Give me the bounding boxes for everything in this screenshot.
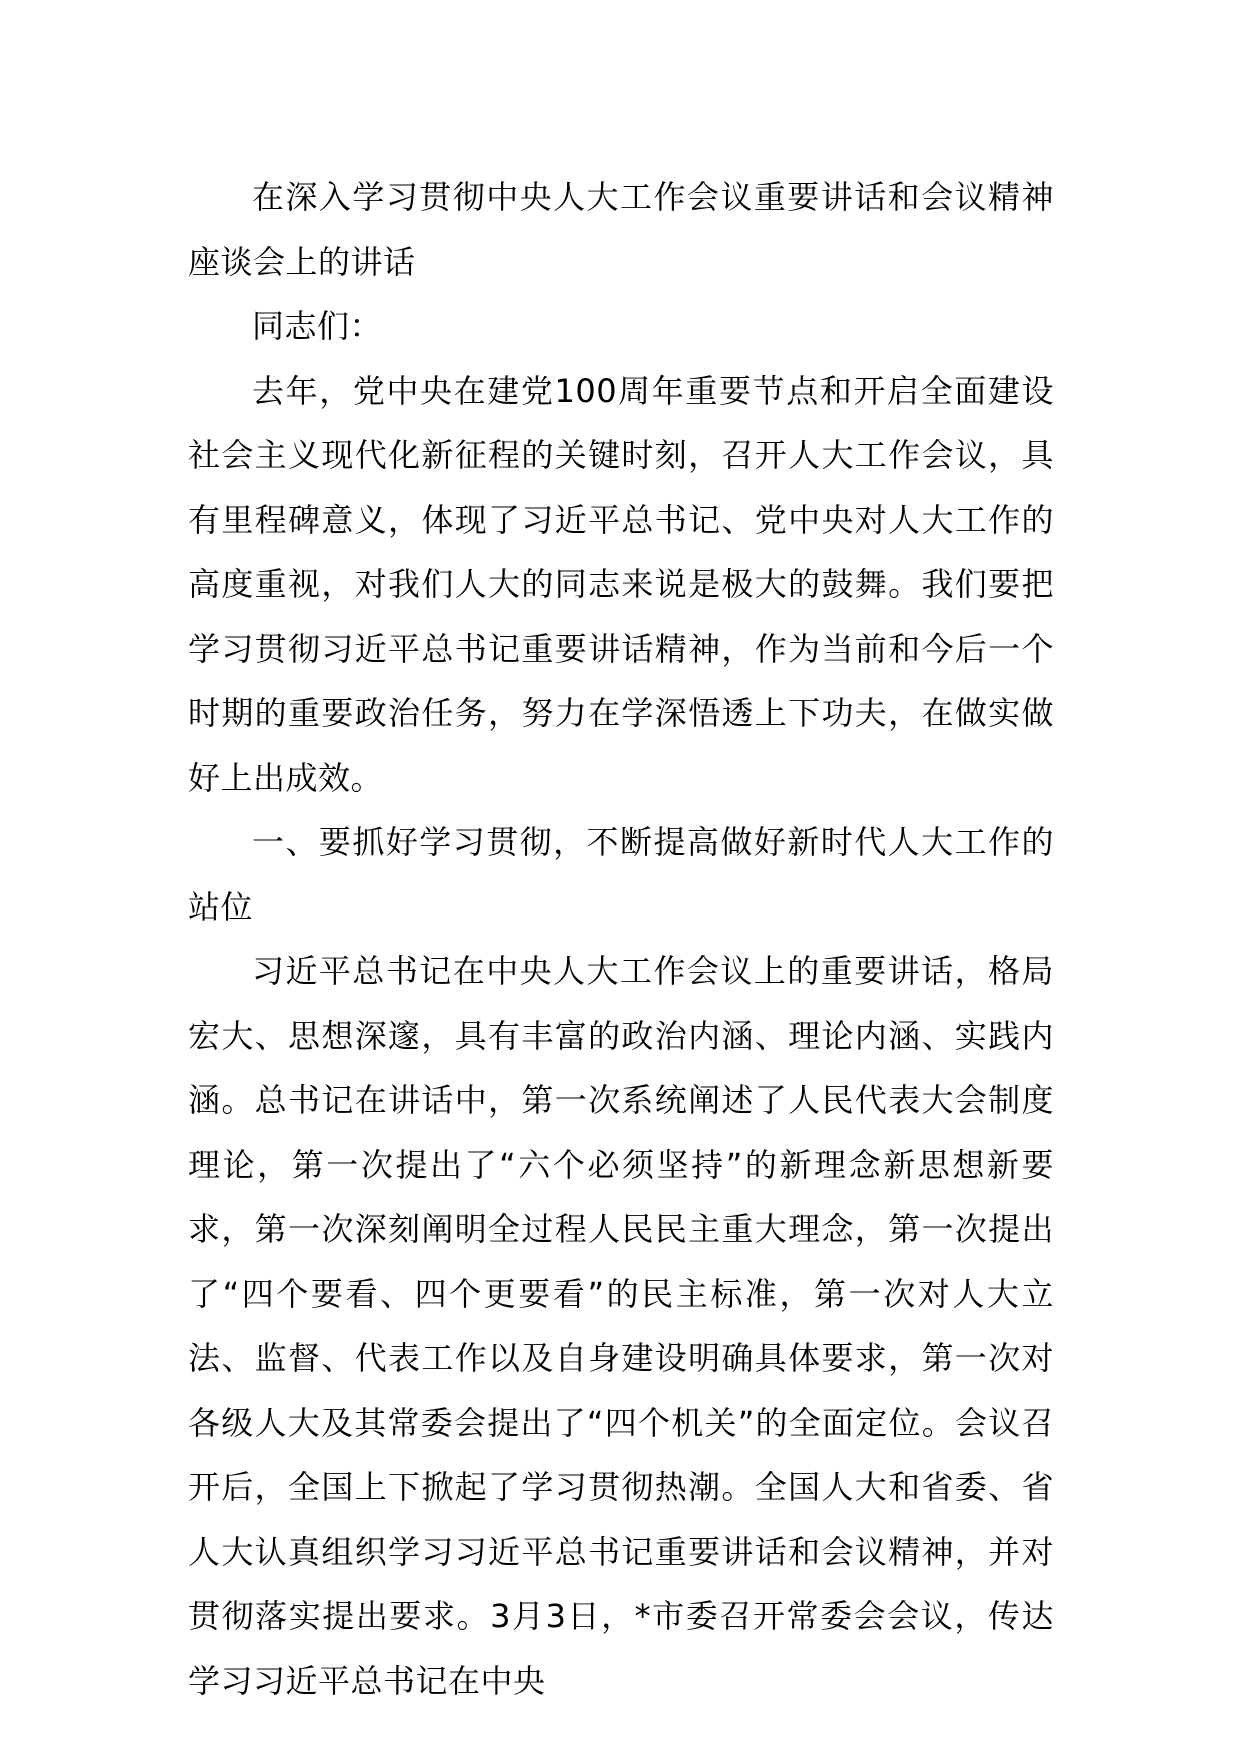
salutation: 同志们： [252,307,383,345]
section-heading-1: 一、要抓好学习贯彻，不断提高做好新时代人大工作的站位 [188,823,1054,926]
paragraph-section-1: 习近平总书记在中央人大工作会议上的重要讲话，格局宏大、思想深邃，具有丰富的政治内涵、理论内涵、实践内涵。总书记在讲话中，第一次系统阐述了人民代表大会制度理论，第一次提出了“六个必须坚持”的新理念新思想新要求，第一次深刻阐明全过程人民民主重大理念，第一次提出了“四个要看、四个更要看”的民主标准，第一次对人大立法、监督、代表工作以及自身建设明确具体要求，第一次对各级人大及其常委会提出了“四个机关”的全面定位。会议召开后，全国上下掀起了学习贯彻热潮。全国人大和省委、省人大认真组织学习习近平总书记重要讲话和会议精神，并对贯彻落实提出要求。3月3日，*市委召开常委会会议，传达学习习近平总书记在中央 [188,952,1054,1700]
document-body [188,165,1054,1713]
document-title: 在深入学习贯彻中央人大工作会议重要讲话和会议精神座谈会上的讲话 [188,178,1054,281]
paragraph-intro: 去年，党中央在建党100周年重要节点和开启全面建设社会主义现代化新征程的关键时刻，召开人大工作会议，具有里程碑意义，体现了习近平总书记、党中央对人大工作的高度重视，对我们人大的同志来说是极大的鼓舞。我们要把学习贯彻习近平总书记重要讲话精神，作为当前和今后一个时期的重要政治任务，努力在学深悟透上下功夫，在做实做好上出成效。 [188,371,1054,797]
